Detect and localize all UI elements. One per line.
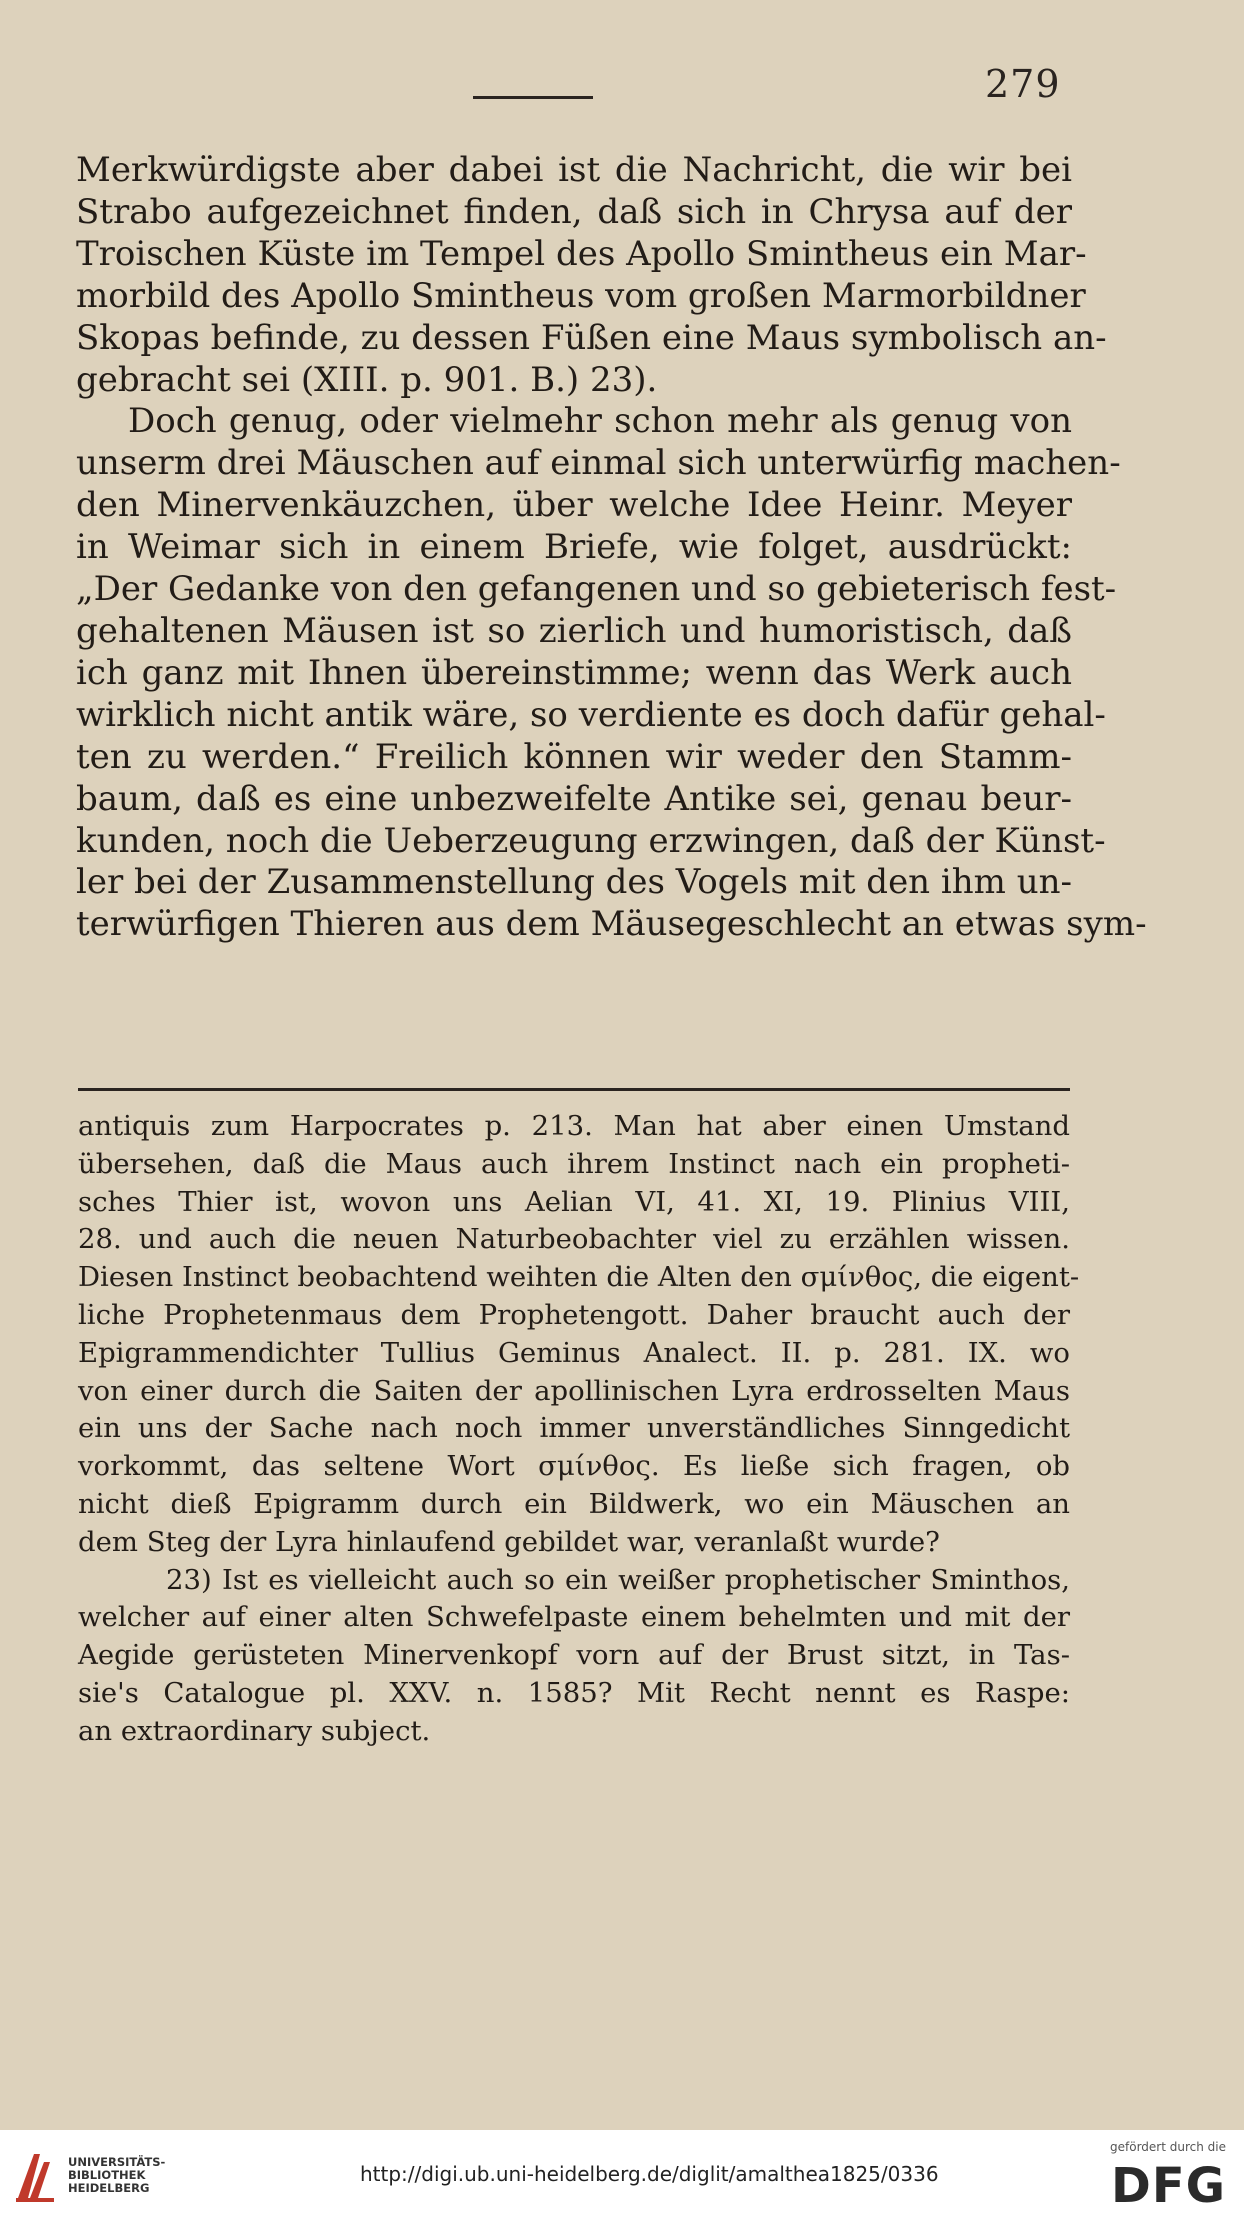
footnote-line: 23) Ist es vielleicht auch so ein weißer prophetischer Sminthos, [166,1563,1070,1596]
text-line: ich ganz mit Ihnen übereinstimme; wenn das Werk auch [76,652,1072,693]
footnote-line: vorkommt, das seltene Wort σμίνθος. Es ließe sich fragen, ob [78,1450,1070,1483]
text-line: „Der Gedanke von den gefangenen und so gebieterisch fest- [76,569,1117,610]
text-line: ten zu werden.“ Freilich können wir weder den Stamm- [76,736,1072,777]
footnote-line: sches Thier ist, wovon uns Aelian VI, 41. XI, 19. Plinius VIII, [78,1185,1070,1218]
text-line: Troischen Küste im Tempel des Apollo Smintheus ein Mar- [76,233,1087,274]
university-logo-icon [14,2148,56,2204]
text-line: terwürfigen Thieren aus dem Mäusegeschlecht an etwas sym- [76,904,1147,945]
text-line: Doch genug, oder vielmehr schon mehr als genug von [128,401,1072,442]
footnote-line: welcher auf einer alten Schwefelpaste einem behelmten und mit der [78,1601,1070,1634]
university-library-name [68,2156,165,2195]
main-text [76,150,1147,946]
footnote-line: an extraordinary subject. [78,1714,431,1747]
library-name-line: BIBLIOTHEK [68,2168,146,2182]
header-rule [473,96,593,99]
text-line: den Minervenkäuzchen, über welche Idee Heinr. Meyer [76,485,1072,526]
text-line: wirklich nicht antik wäre, so verdiente es doch dafür gehal- [76,694,1106,735]
text-line: unserm drei Mäuschen auf einmal sich unterwürfig machen- [76,443,1121,484]
text-line: kunden, noch die Ueberzeugung erzwingen, daß der Künst- [76,820,1106,861]
footnote-line: Diesen Instinct beobachtend weihten die Alten den σμίνθος, die eigent- [78,1261,1080,1294]
footnote-line: liche Prophetenmaus dem Prophetengott. Daher braucht auch der [78,1298,1070,1331]
funding-note: gefördert durch die [1110,2140,1226,2154]
footnote-line: Epigrammendichter Tullius Geminus Analect. II. p. 281. IX. wo [78,1336,1070,1369]
text-line: ler bei der Zusammenstellung des Vogels mit den ihm un- [76,862,1072,903]
footnote-line: übersehen, daß die Maus auch ihrem Instinct nach ein propheti- [78,1147,1070,1180]
library-name-line: HEIDELBERG [68,2181,150,2195]
footnote-line: dem Steg der Lyra hinlaufend gebildet war, veranlaßt wurde? [78,1525,940,1558]
footnote-line: ein uns der Sache nach noch immer unverständliches Sinngedicht [78,1412,1070,1445]
page-number: 279 [985,62,1061,106]
text-line: morbild des Apollo Smintheus vom großen Marmorbildner [76,275,1086,316]
footnote-line: antiquis zum Harpocrates p. 213. Man hat aber einen Umstand [78,1110,1070,1142]
footnotes [78,1108,1080,1751]
text-line: Skopas befinde, zu dessen Füßen eine Maus symbolisch an- [76,317,1107,358]
text-line: gehaltenen Mäusen ist so zierlich und humoristisch, daß [76,610,1072,651]
library-name-line: UNIVERSITÄTS- [68,2155,166,2169]
footnote-line: von einer durch die Saiten der apollinischen Lyra erdrosselten Maus [78,1374,1070,1407]
footnote-line: nicht dieß Epigramm durch ein Bildwerk, wo ein Mäuschen an [78,1487,1070,1520]
viewer-footer [0,2130,1244,2220]
footnote-separator [78,1088,1070,1091]
text-line: gebracht sei (XIII. p. 901. B.) 23). [76,359,658,400]
footnote-line: sie's Catalogue pl. XXV. n. 1585? Mit Recht nennt es Raspe: [78,1676,1070,1709]
footnote-line: Aegide gerüsteten Minervenkopf vorn auf der Brust sitzt, in Tas- [78,1639,1070,1672]
dfg-logo: DFG [1110,2158,1226,2214]
source-url-link[interactable]: http://digi.ub.uni-heidelberg.de/diglit/amalthea1825/0336 [360,2162,939,2186]
text-line: Strabo aufgezeichnet finden, daß sich in Chrysa auf der [76,191,1072,232]
text-line: baum, daß es eine unbezweifelte Antike sei, genau beur- [76,778,1072,819]
footnote-line: 28. und auch die neuen Naturbeobachter viel zu erzählen wissen. [78,1223,1070,1256]
text-line: in Weimar sich in einem Briefe, wie folget, ausdrückt: [76,527,1072,568]
text-line: Merkwürdigste aber dabei ist die Nachricht, die wir bei [76,150,1072,190]
